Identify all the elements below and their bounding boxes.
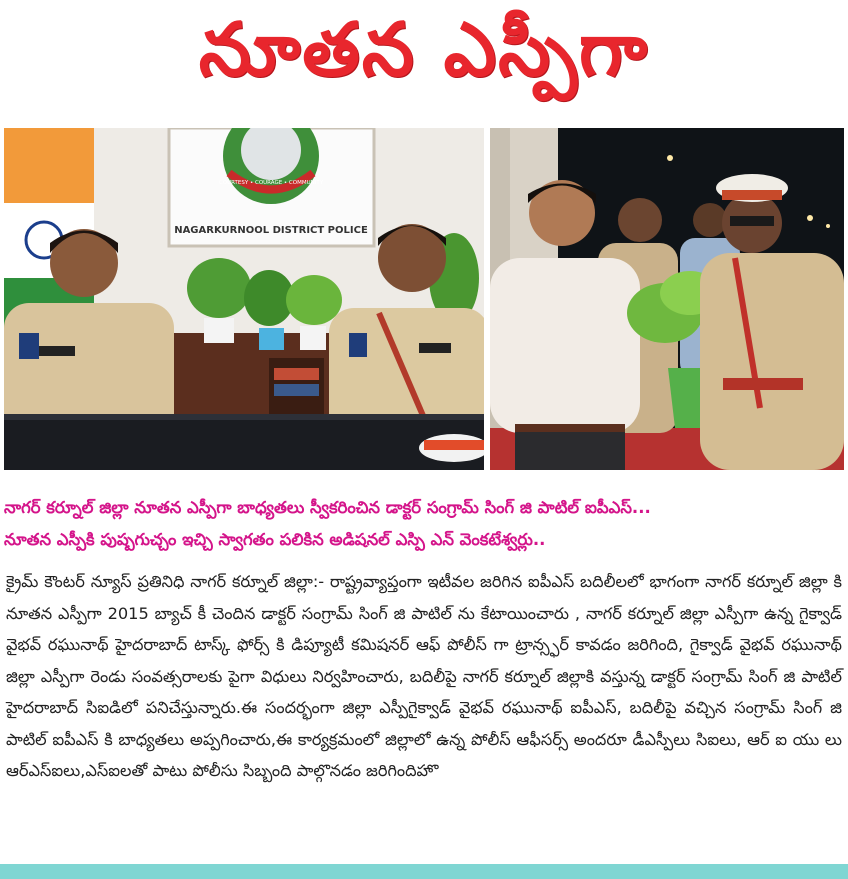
- headline: నూతన ఎస్పీగా: [198, 7, 650, 93]
- svg-text:COURTESY • COURAGE • COMMUNITY: COURTESY • COURAGE • COMMUNITY: [218, 180, 324, 186]
- photo-caption-line-2: నూతన ఎస్పీకి పుష్పగుచ్చం ఇచ్చి స్వాగతం పలికిన అడిషనల్ ఎస్పి ఎన్ వెంకటేశ్వర్లు..: [4, 530, 546, 549]
- svg-text:NAGARKURNOOL DISTRICT POLICE: NAGARKURNOOL DISTRICT POLICE: [174, 225, 368, 236]
- footer-divider: [0, 864, 848, 879]
- photo-caption-line-1: నాగర్ కర్నూల్ జిల్లా నూతన ఎస్పీగా బాధ్యతలు స్వీకరించిన డాక్టర్ సంగ్రామ్ సింగ్ జి పాటిల్ ఐపీఎస్...: [4, 498, 651, 517]
- office-meeting-illustration: [4, 128, 484, 470]
- photo-office-meeting: [4, 128, 484, 470]
- article-body: క్రైమ్ కౌంటర్ న్యూస్ ప్రతినిధి నాగర్ కర్నూల్ జిల్లా:- రాష్ట్రవ్యాప్తంగా ఇటీవల జరిగిన ఐపీఎస్ బదిలీలలో భాగంగా నాగర్ కర్నూల్ జిల్లా కి నూతన ఎస్పీగా 2015 బ్యాచ్ కీ చెందిన డాక్టర్ సంగ్రామ్ సింగ్ జి పాటిల్ ను కేటాయించారు , నాగర్ కర్నూల్ జిల్లా ఎస్పీగా ఉన్న గైక్వాడ్ వైభవ్ రఘునాథ్ హైదరాబాద్ టాస్క్ ఫోర్స్ కి డిప్యూటీ కమిషనర్ ఆఫ్ పోలీస్ గా ట్రాన్స్ఫర్ కావడం జరిగింది, గైక్వాడ్ వైభవ్ రఘునాథ్ జిల్లా ఎస్పీగా రెండు సంవత్సరాలకు పైగా విధులు నిర్వహించారు, బదిలీపై నాగర్ కర్నూల్ జిల్లాకి వస్తున్న డాక్టర్ సంగ్రామ్ సింగ్ జి పాటిల్ హైదరాబాద్ సిఐడిలో పనిచేస్తున్నారు.ఈ సందర్భంగా జిల్లా ఎస్పీగైక్వాడ్ వైభవ్ రఘునాథ్ ఐపీఎస్, బదిలీపై వచ్చిన సంగ్రామ్ సింగ్ జి పాటిల్ ఐపీఎస్ కి బాధ్యతలు అప్పగించారు,ఈ కార్యక్రమంలో జిల్లాలో ఉన్న పోలీస్ ఆఫీసర్స్ అందరూ డీఎస్పీలు సిఐలు, ఆర్ ఐ యు లు ఆర్ఎస్ఐలు,ఎస్ఐలతో పాటు పోలీసు సిబ్బంది పాల్గొనడం జరిగిందిహొ: [6, 572, 842, 780]
- photo-plant-presentation: [490, 128, 844, 470]
- plant-presentation-illustration: [490, 128, 844, 470]
